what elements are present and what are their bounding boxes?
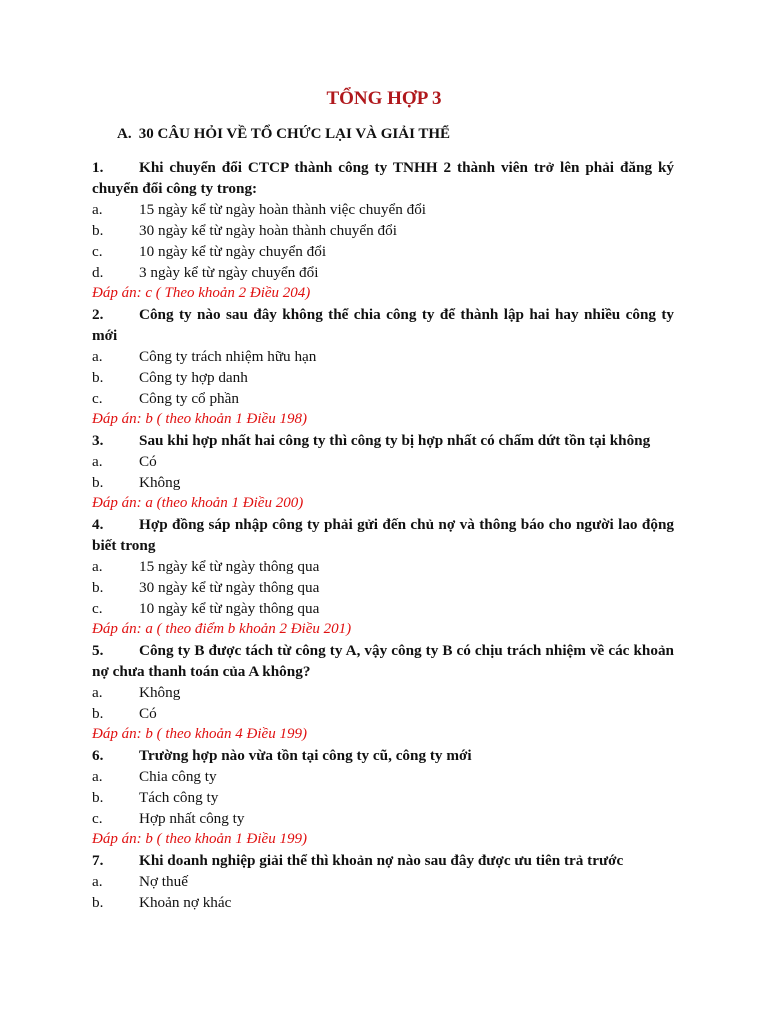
question-body: Hợp đồng sáp nhập công ty phải gửi đến chủ nợ và thông báo cho người lao động biết trong	[92, 516, 674, 554]
option-text: Công ty cổ phần	[139, 390, 239, 407]
question-body: Sau khi hợp nhất hai công ty thì công ty bị hợp nhất có chấm dứt tồn tại không	[139, 432, 651, 449]
answer-option	[92, 808, 674, 829]
option-text: Hợp nhất công ty	[139, 810, 245, 827]
question-text	[92, 745, 674, 766]
option-letter: a.	[92, 348, 103, 365]
question-number: 5.	[92, 642, 104, 659]
option-letter: c.	[92, 810, 103, 827]
question-block	[92, 640, 674, 745]
question-number: 2.	[92, 306, 104, 323]
option-text: Công ty trách nhiệm hữu hạn	[139, 348, 317, 365]
option-letter: a.	[92, 684, 103, 701]
option-text: Khoản nợ khác	[139, 894, 232, 911]
answer-option	[92, 388, 674, 409]
answer-key: Đáp án: b ( theo khoản 4 Điều 199)	[92, 726, 307, 742]
option-letter: b.	[92, 705, 104, 722]
answer-option	[92, 262, 674, 283]
answer-option	[92, 451, 674, 472]
option-letter: b.	[92, 579, 104, 596]
answer-option	[92, 472, 674, 493]
option-letter: b.	[92, 222, 104, 239]
answer-key: Đáp án: b ( theo khoản 1 Điều 198)	[92, 411, 307, 427]
option-letter: b.	[92, 474, 104, 491]
question-body: Khi chuyển đổi CTCP thành công ty TNHH 2 thành viên trở lên phải đăng ký chuyển đổi công ty trong:	[92, 159, 674, 197]
option-letter: c.	[92, 243, 103, 260]
question-number: 6.	[92, 747, 104, 764]
question-block	[92, 157, 674, 304]
question-text	[92, 157, 674, 199]
option-letter: b.	[92, 789, 104, 806]
answer-option	[92, 682, 674, 703]
document-title: TỔNG HỢP 3	[326, 88, 442, 109]
option-letter: a.	[92, 558, 103, 575]
option-letter: a.	[92, 453, 103, 470]
section-heading	[117, 126, 450, 143]
answer-key: Đáp án: c ( Theo khoản 2 Điều 204)	[92, 285, 311, 301]
question-text	[92, 304, 674, 346]
option-letter: d.	[92, 264, 104, 281]
section-number: A.	[117, 126, 132, 142]
answer-option	[92, 892, 674, 913]
option-letter: a.	[92, 201, 103, 218]
question-body: Công ty B được tách từ công ty A, vậy công ty B có chịu trách nhiệm về các khoản nợ chưa thanh toán của A không?	[92, 642, 674, 680]
answer-key: Đáp án: b ( theo khoản 1 Điều 199)	[92, 831, 307, 847]
option-letter: a.	[92, 768, 103, 785]
answer-option	[92, 346, 674, 367]
question-block	[92, 745, 674, 850]
question-block	[92, 514, 674, 640]
answer-option	[92, 367, 674, 388]
question-body: Công ty nào sau đây không thể chia công ty để thành lập hai hay nhiều công ty mới	[92, 306, 674, 344]
question-number: 3.	[92, 432, 104, 449]
answer-key: Đáp án: a ( theo điểm b khoản 2 Điều 201)	[92, 621, 352, 637]
question-text	[92, 514, 674, 556]
answer-option	[92, 871, 674, 892]
answer-option	[92, 577, 674, 598]
question-block	[92, 304, 674, 430]
question-block	[92, 850, 674, 913]
answer-option	[92, 220, 674, 241]
question-number: 1.	[92, 159, 104, 176]
question-text	[92, 430, 674, 451]
option-text: Không	[139, 474, 181, 491]
option-letter: b.	[92, 369, 104, 386]
option-text: Tách công ty	[139, 789, 219, 806]
answer-option	[92, 199, 674, 220]
question-body: Trường hợp nào vừa tồn tại công ty cũ, công ty mới	[139, 747, 472, 764]
answer-option	[92, 598, 674, 619]
option-text: Có	[139, 453, 157, 470]
option-text: Không	[139, 684, 181, 701]
option-text: 10 ngày kể từ ngày thông qua	[139, 600, 320, 617]
question-block	[92, 430, 674, 514]
answer-option	[92, 556, 674, 577]
question-text	[92, 850, 674, 871]
option-text: Nợ thuế	[139, 873, 188, 890]
answer-option	[92, 703, 674, 724]
section-title: 30 CÂU HỎI VỀ TỔ CHỨC LẠI VÀ GIẢI THỂ	[138, 126, 451, 142]
option-text: Chia công ty	[139, 768, 217, 785]
option-text: Công ty hợp danh	[139, 369, 248, 386]
option-text: 15 ngày kể từ ngày hoàn thành việc chuyển đổi	[139, 201, 427, 218]
option-text: 30 ngày kể từ ngày hoàn thành chuyển đổi	[139, 222, 397, 239]
answer-option	[92, 766, 674, 787]
question-number: 4.	[92, 516, 104, 533]
option-letter: a.	[92, 873, 103, 890]
option-text: 30 ngày kể từ ngày thông qua	[139, 579, 320, 596]
question-body: Khi doanh nghiệp giải thể thì khoản nợ nào sau đây được ưu tiên trả trước	[139, 852, 624, 869]
question-text	[92, 640, 674, 682]
answer-key: Đáp án: a (theo khoản 1 Điều 200)	[92, 495, 304, 511]
question-list	[92, 157, 674, 913]
option-text: Có	[139, 705, 157, 722]
option-letter: c.	[92, 600, 103, 617]
option-text: 10 ngày kể từ ngày chuyển đổi	[139, 243, 327, 260]
answer-option	[92, 787, 674, 808]
option-letter: c.	[92, 390, 103, 407]
option-text: 3 ngày kể từ ngày chuyển đổi	[139, 264, 319, 281]
question-number: 7.	[92, 852, 104, 869]
option-text: 15 ngày kể từ ngày thông qua	[139, 558, 320, 575]
answer-option	[92, 241, 674, 262]
option-letter: b.	[92, 894, 104, 911]
